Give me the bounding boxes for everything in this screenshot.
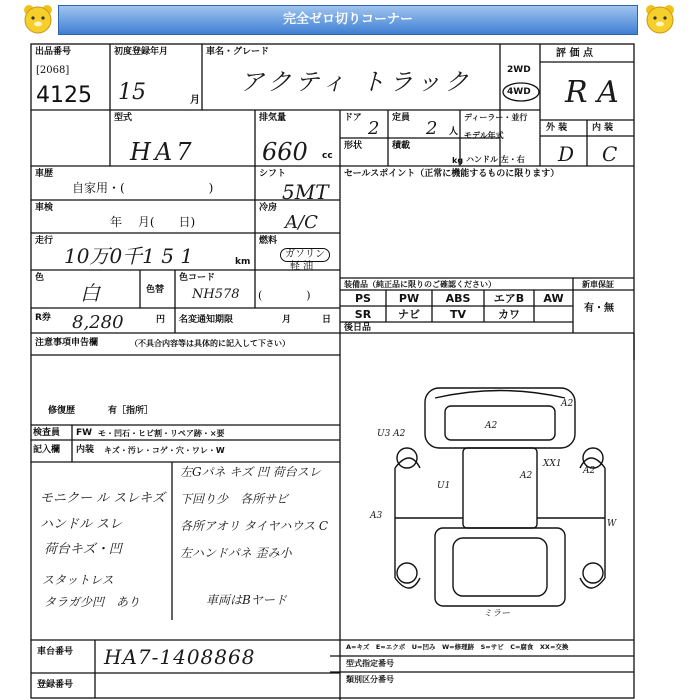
diagram-mark: A3: [370, 511, 383, 521]
inspector-checks: モ・凹石・ヒビ割・リペア跡・×要: [98, 429, 225, 438]
dealer-label: ディーラー・並行: [464, 113, 528, 122]
diagram-mark: A2: [520, 471, 533, 481]
diagram-mark: A2: [561, 399, 574, 409]
remark-right-4: 左ハンドパネ 歪み小: [180, 546, 292, 560]
interior-checks: キズ・汚レ・コゲ・穴・ワレ・W: [104, 446, 225, 455]
chassis-label: 車台番号: [37, 647, 74, 657]
shape-label: 形状: [344, 141, 363, 151]
load-label: 積載: [392, 141, 411, 151]
remark-left-1: モニクー ル スレキズ: [40, 491, 166, 506]
color-code-label: 色コード: [179, 273, 216, 283]
lot-number-label: 出品番号: [35, 47, 72, 57]
diagram-mark: W: [607, 519, 617, 529]
equip-tv: TV: [449, 308, 467, 321]
doors-label: ドア: [344, 113, 362, 123]
interior-label: 内 装: [592, 123, 614, 133]
corner-banner: 完全ゼロ切りコーナー: [58, 5, 638, 35]
repair-label: 修復歴: [48, 406, 76, 416]
first-registration-label: 初度登録年月: [114, 47, 169, 57]
equip-leather: カワ: [498, 308, 520, 321]
paint-change-label: 色替: [146, 285, 165, 295]
equip-navi: ナビ: [398, 308, 420, 321]
remark-right-2: 下回り少 各所サビ: [180, 492, 289, 506]
sales-point-label: セールスポイント（正常に機能するものに限ります）: [344, 169, 560, 179]
aircon-label: 冷房: [259, 203, 278, 213]
new-car-warranty-label: 新車保証: [582, 280, 614, 289]
fw-label: FW: [76, 428, 93, 438]
notice-month: 月: [282, 315, 292, 325]
model-value: HA7: [130, 138, 196, 166]
equipment-label: 装備品（純正品に限りのご確認ください）: [344, 280, 496, 289]
handle-label: ハンドル 左・右: [466, 155, 525, 164]
remark-left-4: スタットレス: [42, 573, 114, 587]
registration-number-label: 登録番号: [37, 680, 74, 690]
equip-sr: SR: [354, 308, 372, 321]
model-year-label: モデル年式: [464, 131, 504, 140]
drive-4wd: 4WD: [507, 87, 531, 97]
repair-value: 有［指所］: [108, 406, 154, 416]
diagram-mark: A2: [485, 421, 498, 431]
capacity-value: 2: [426, 118, 438, 139]
lot-sub-code: [2068]: [36, 65, 70, 76]
car-name-value: アクティ トラック: [240, 68, 473, 96]
later-items-label: 後日品: [344, 323, 372, 333]
displacement-value: 660: [262, 138, 308, 166]
month-unit: 月: [190, 95, 200, 106]
inspection-value: 年 月( 日): [110, 215, 196, 229]
shift-label: シフト: [259, 169, 287, 179]
new-car-warranty-value: 有・無: [584, 303, 614, 314]
history-label: 車歴: [35, 169, 54, 179]
remark-left-3: 荷台キズ・凹: [44, 542, 122, 557]
history-value: 自家用・( ): [72, 181, 214, 195]
capacity-label: 定員: [392, 113, 411, 123]
notes-hint: （不具合内容等は具体的に記入して下さい）: [130, 339, 290, 348]
displacement-label: 排気量: [259, 113, 287, 123]
mileage-value: 10万0千1 5 1: [64, 244, 194, 268]
notes-label: 注意事項申告欄: [35, 338, 99, 348]
color-value: 白: [80, 281, 100, 305]
interior-entry-label: 内装: [76, 445, 95, 455]
inspection-label: 車検: [35, 203, 54, 213]
mileage-label: 走行: [35, 236, 54, 246]
grade-label: 評 価 点: [556, 48, 593, 59]
diagram-mark: A2: [583, 466, 596, 476]
equip-airbag: エアB: [493, 292, 525, 305]
classification-label: 類別区分番号: [346, 675, 394, 684]
color-label: 色: [35, 273, 45, 283]
remark-right-3: 各所アオリ タイヤハウス C: [180, 519, 329, 533]
diagram-mark: U3 A2: [377, 429, 406, 439]
fuel-extra: 軽 油: [290, 261, 314, 272]
notice-deadline-label: 名変通知期限: [179, 315, 234, 325]
exterior-label: 外 装: [546, 123, 568, 133]
cc-unit: cc: [322, 151, 333, 161]
model-label: 型式: [114, 113, 133, 123]
exterior-score: D: [558, 142, 575, 166]
grade-value: R A: [565, 75, 619, 110]
equip-ps: PS: [355, 292, 371, 305]
diagram-mark: U1: [437, 481, 451, 491]
entry-label: 記入欄: [33, 445, 61, 455]
color-code-value: NH578: [192, 287, 240, 302]
equip-pw: PW: [398, 292, 420, 305]
recycle-value: 8,280: [72, 312, 124, 333]
car-name-label: 車名・グレード: [206, 47, 270, 57]
recycle-unit: 円: [156, 315, 166, 325]
remark-left-5: タラガ少凹 あり: [44, 595, 141, 609]
vehicle-damage-diagram: [370, 378, 625, 619]
diagram-mark: XX1: [543, 459, 562, 469]
lot-number: 4125: [36, 83, 92, 108]
first-registration-year: 15: [118, 80, 146, 105]
color-bracket: ( ): [258, 289, 311, 302]
damage-legend: A=キズ E=エクボ U=凹み W=修理跡 S=サビ C=腐食 XX=交換: [346, 643, 569, 651]
drive-2wd: 2WD: [507, 65, 531, 75]
shift-value: 5MT: [282, 180, 329, 204]
remark-right-5: 車両はBヤード: [206, 593, 287, 607]
aircon-value: A/C: [285, 212, 318, 233]
chassis-value: HA7-1408868: [104, 645, 256, 669]
load-unit: kg: [452, 156, 464, 165]
capacity-unit: 人: [449, 127, 459, 137]
equip-aw: AW: [543, 292, 564, 305]
type-designation-label: 型式指定番号: [346, 659, 394, 668]
interior-score: C: [602, 142, 618, 166]
mileage-unit: km: [235, 257, 251, 267]
equip-abs: ABS: [445, 292, 471, 305]
notice-day: 日: [322, 315, 332, 325]
remark-right-1: 左Gパネ キズ 凹 荷台スレ: [180, 465, 321, 479]
inspector-label: 検査員: [33, 428, 61, 438]
doors-value: 2: [368, 118, 380, 139]
fuel-label: 燃料: [259, 236, 278, 246]
remark-left-2: ハンドル スレ: [40, 517, 123, 532]
diagram-mark: ミラー: [483, 609, 511, 619]
recycle-label: R券: [35, 313, 51, 323]
fuel-value: ガソリン: [280, 248, 330, 262]
